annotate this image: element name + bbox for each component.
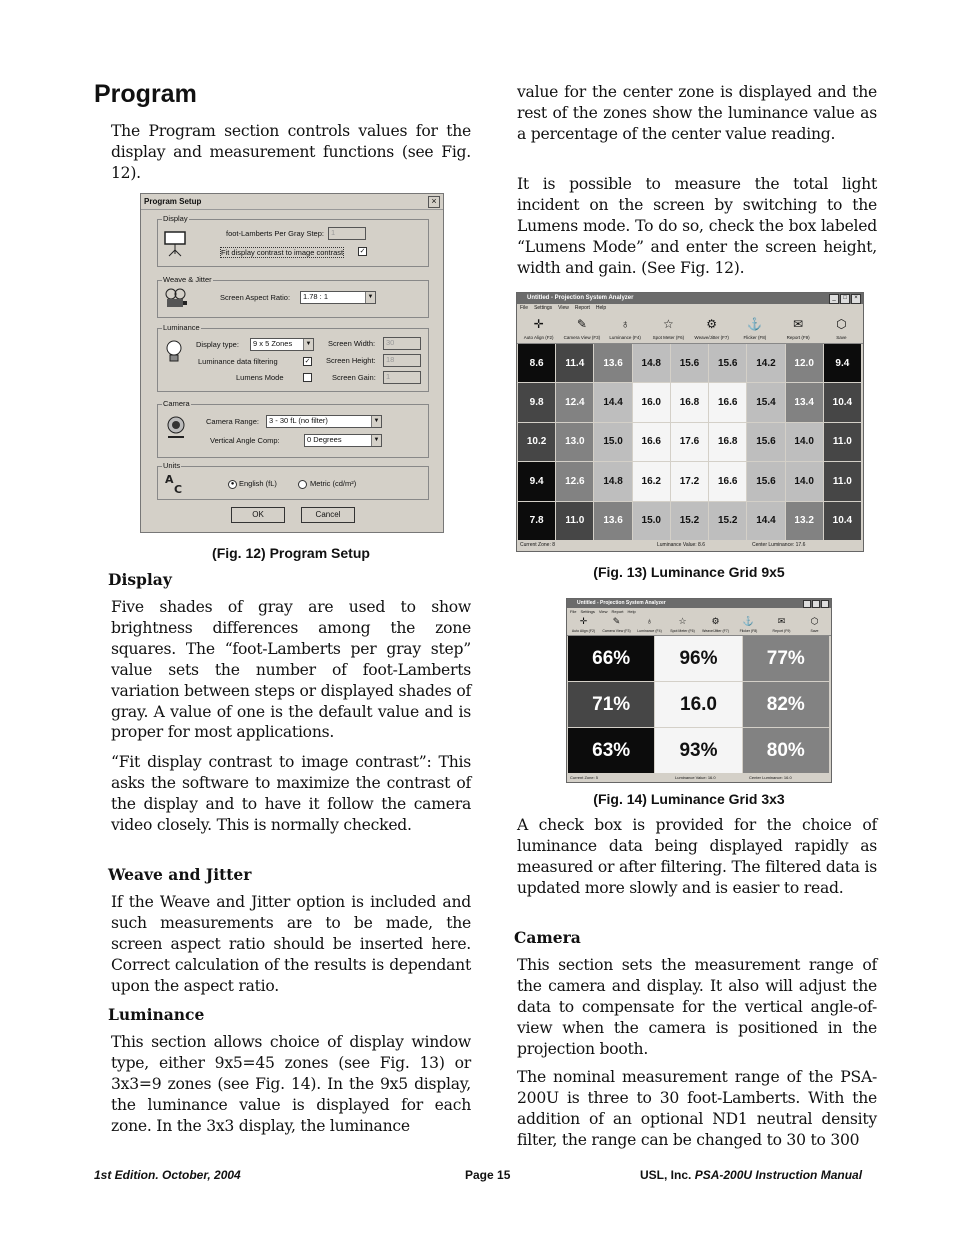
save-icon: ⬡ (836, 317, 847, 331)
spot-meter-icon: ☆ (662, 317, 674, 331)
zone-cell[interactable]: 14.8 (594, 462, 631, 500)
camera-range-value: 3 - 30 fL (no filter) (269, 416, 328, 425)
zone-cell[interactable]: 11.4 (556, 344, 593, 382)
flicker-icon: ⚓ (742, 616, 755, 626)
minimize-icon[interactable]: _ (829, 294, 839, 304)
zone-cell[interactable]: 11.0 (824, 423, 861, 461)
metric-radio[interactable] (298, 480, 307, 489)
toolbar-label: Flicker (F8) (739, 629, 758, 633)
screen-width-label: Screen Width: (328, 339, 376, 348)
zone-cell[interactable]: 77% (743, 636, 829, 681)
toolbar-button-report-f9[interactable] (765, 615, 798, 635)
display-paragraph-2: “Fit display contrast to image contrast”: This asks the software to maximize the contrast of the display and to have it follow the camera video closely. This is normally checked. (111, 753, 471, 834)
report-icon: ✉ (777, 616, 786, 626)
toolbar-label: Luminance (F4) (609, 335, 641, 340)
zone-cell[interactable]: 14.4 (747, 502, 784, 540)
zone-cell[interactable]: 16.8 (709, 423, 746, 461)
zone-cell[interactable]: 16.0 (655, 682, 741, 727)
zone-cell[interactable]: 10.2 (518, 423, 555, 461)
toolbar-button-report-f9[interactable] (777, 315, 820, 343)
status-current-zone: Current Zone: 5 (570, 775, 599, 780)
toolbar-label: Flicker (F8) (743, 335, 767, 340)
menu-settings[interactable]: Settings (580, 609, 595, 614)
footer-company: USL, Inc. (640, 1168, 692, 1182)
camera-group (157, 399, 429, 458)
zone-cell[interactable]: 13.0 (556, 423, 593, 461)
toolbar-label: Save (836, 335, 847, 340)
zone-cell[interactable]: 10.4 (824, 383, 861, 421)
zone-cell[interactable]: 11.0 (556, 502, 593, 540)
zone-cell[interactable]: 16.6 (633, 423, 670, 461)
zone-cell[interactable]: 82% (743, 682, 829, 727)
lum-filter-label: Luminance data filtering (198, 357, 278, 366)
toolbar-button-weave-jitter-f7[interactable] (690, 315, 733, 343)
toolbar-button-save[interactable] (820, 315, 863, 343)
toolbar-button-camera-view-f3[interactable] (560, 315, 603, 343)
zone-cell[interactable]: 9.4 (824, 344, 861, 382)
crosshair-icon: ✛ (533, 317, 544, 331)
zone-cell[interactable]: 63% (568, 728, 654, 773)
film-projector-icon: ⚙ (706, 317, 717, 331)
display-group-label: Display (163, 214, 188, 223)
right-paragraph-5: The nominal measurement range of the PSA-200U is three to 30 foot-Lamberts. With the addition of an optional ND1 neutral density filter, the range can be changed to 30 to 300 (517, 1068, 877, 1149)
toolbar-button-luminance-f4[interactable] (633, 615, 666, 635)
dialog-title: Program Setup (141, 194, 443, 210)
status-bar (567, 775, 831, 781)
units-group-label: Units (163, 461, 181, 470)
zone-cell[interactable]: 15.6 (747, 423, 784, 461)
app-title-bar: Untitled - Projection System Analyzer (517, 293, 863, 304)
weave-paragraph: If the Weave and Jitter option is included and such measurements are to be made, the screen aspect ratio should be inserted here. Correct calculation of the results is dependant upon the aspect ratio. (111, 893, 471, 995)
toolbar-label: Report (F9) (786, 335, 810, 340)
fig14-caption: (Fig. 14) Luminance Grid 3x3 (593, 791, 785, 807)
zone-cell[interactable]: 15.6 (671, 344, 708, 382)
zone-cell[interactable]: 15.2 (709, 502, 746, 540)
zone-cell[interactable]: 17.6 (671, 423, 708, 461)
light-bulb-icon: ♁ (620, 317, 630, 331)
toolbar (517, 315, 863, 344)
english-radio[interactable]: ● (228, 480, 237, 489)
zone-cell[interactable]: 96% (655, 636, 741, 681)
units-icon (164, 471, 188, 495)
film-projector-icon: ⚙ (711, 616, 720, 626)
menu-bar (517, 305, 863, 313)
luminance-grid-9x5-window (516, 292, 864, 552)
zone-cell[interactable]: 13.6 (594, 502, 631, 540)
weave-jitter-group (157, 275, 429, 318)
lumens-mode-label: Lumens Mode (236, 373, 284, 382)
crosshair-icon: ✛ (579, 616, 588, 626)
display-group (157, 214, 429, 267)
zone-cell[interactable]: 15.2 (671, 502, 708, 540)
toolbar-label: Spot Meter (F6) (670, 629, 695, 633)
toolbar-label: Spot Meter (F6) (652, 335, 685, 340)
metric-label: Metric (cd/m²) (310, 479, 357, 488)
toolbar-button-auto-align-f2[interactable] (517, 315, 560, 343)
fit-contrast-label: Fit display contrast to image contrast (221, 248, 344, 257)
zone-cell[interactable]: 16.6 (709, 383, 746, 421)
camera-heading: Camera (514, 928, 581, 947)
zone-cell[interactable]: 15.0 (633, 502, 670, 540)
maximize-icon[interactable] (812, 600, 820, 608)
close-icon[interactable]: × (851, 294, 861, 304)
weave-heading: Weave and Jitter (108, 865, 252, 884)
luminance-heading: Luminance (108, 1005, 205, 1024)
zone-cell[interactable]: 93% (655, 728, 741, 773)
app-title-bar: Untitled - Projection System Analyzer (567, 599, 831, 608)
zone-cell[interactable]: 9.8 (518, 383, 555, 421)
zone-cell[interactable]: 11.0 (824, 462, 861, 500)
maximize-icon[interactable]: □ (840, 294, 850, 304)
toolbar-button-spot-meter-f6[interactable] (666, 615, 699, 635)
menu-file[interactable]: File (520, 305, 529, 311)
zone-cell[interactable]: 8.6 (518, 344, 555, 382)
screen-gain-input[interactable]: 1 (383, 371, 421, 384)
weave-group-label: Weave & Jitter (163, 275, 212, 284)
ok-button[interactable]: OK (231, 507, 285, 523)
aspect-ratio-select[interactable] (300, 291, 376, 304)
toolbar-button-camera-view-f3[interactable] (600, 615, 633, 635)
vertical-angle-value: 0 Degrees (307, 435, 342, 444)
toolbar-label: Auto Align (F2) (523, 335, 554, 340)
status-bar (517, 542, 863, 550)
right-paragraph-4: This section sets the measurement range of the camera and display. It also will adjust the data to compensate for the vertical angle-of-view when the camera is positioned in the projection booth. (517, 956, 877, 1058)
menu-help[interactable]: Help (627, 609, 636, 614)
lumens-mode-checkbox[interactable] (303, 373, 312, 382)
light-bulb-icon: ♁ (646, 616, 653, 626)
zone-cell[interactable]: 14.4 (594, 383, 631, 421)
film-projector-icon (164, 287, 188, 311)
zone-cell[interactable]: 13.6 (594, 344, 631, 382)
zone-cell[interactable]: 12.0 (786, 344, 823, 382)
menu-file[interactable]: File (570, 609, 577, 614)
zone-cell[interactable]: 12.6 (556, 462, 593, 500)
menu-report[interactable]: Report (574, 305, 590, 311)
zone-cell[interactable]: 10.4 (824, 502, 861, 540)
aspect-ratio-value: 1.78 : 1 (303, 292, 329, 301)
menu-report[interactable]: Report (611, 609, 624, 614)
lum-filter-checkbox[interactable]: ✓ (304, 358, 311, 365)
footer-page-number: Page 15 (465, 1168, 511, 1182)
toolbar-button-weave-jitter-f7[interactable] (699, 615, 732, 635)
flicker-icon: ⚓ (747, 317, 763, 331)
minimize-icon[interactable] (803, 600, 811, 608)
zone-cell[interactable]: 80% (743, 728, 829, 773)
toolbar-label: Weave/Jitter (F7) (694, 335, 729, 340)
zone-cell[interactable]: 7.8 (518, 502, 555, 540)
status-center-luminance: Center Luminance: 16.0 (749, 775, 792, 780)
zone-cell[interactable]: 14.0 (786, 462, 823, 500)
chevron-down-icon: ▼ (371, 416, 381, 427)
zone-cell[interactable]: 16.8 (671, 383, 708, 421)
screen-height-input[interactable]: 18 (383, 354, 421, 367)
zone-cell[interactable]: 71% (568, 682, 654, 727)
aspect-ratio-label: Screen Aspect Ratio: (220, 293, 291, 302)
chevron-down-icon: ▼ (371, 435, 381, 446)
zone-cell[interactable]: 66% (568, 636, 654, 681)
camera-range-select[interactable] (266, 415, 382, 428)
menu-help[interactable]: Help (595, 305, 607, 311)
program-setup-dialog (140, 193, 444, 533)
toolbar-button-flicker-f8[interactable] (733, 315, 776, 343)
toolbar-button-auto-align-f2[interactable] (567, 615, 600, 635)
camera-icon: ✎ (576, 317, 587, 331)
status-center-luminance: Center Luminance: 17.6 (752, 542, 806, 548)
toolbar-button-spot-meter-f6[interactable] (647, 315, 690, 343)
menu-view[interactable]: View (558, 305, 569, 311)
camera-range-label: Camera Range: (206, 417, 259, 426)
projector-screen-icon (164, 230, 188, 258)
zone-cell[interactable]: 16.6 (709, 462, 746, 500)
screen-height-label: Screen Height: (326, 356, 376, 365)
screen-gain-label: Screen Gain: (332, 373, 376, 382)
display-type-select[interactable] (250, 338, 314, 351)
right-paragraph-2: It is possible to measure the total light incident on the screen by switching to the Lumens mode. To do so, check the box labeled “Lumens Mode” and enter the screen height, width and gain. (See Fig. 12). (517, 175, 877, 277)
zone-cell[interactable]: 14.0 (786, 423, 823, 461)
status-luminance-value: Luminance Value: 16.0 (675, 775, 716, 780)
toolbar-button-luminance-f4[interactable] (604, 315, 647, 343)
grid-9x5 (518, 344, 862, 541)
zone-cell[interactable]: 15.4 (747, 383, 784, 421)
window-controls (829, 294, 861, 304)
display-type-value: 9 x 5 Zones (253, 339, 293, 348)
camera-icon: ✎ (612, 616, 621, 626)
vertical-angle-label: Vertical Angle Comp: (210, 436, 280, 445)
camera-icon (164, 415, 188, 441)
svg-text:C: C (174, 483, 183, 495)
status-luminance-value: Luminance Value: 8.6 (657, 542, 705, 548)
luminance-group (157, 323, 429, 392)
fit-contrast-checkbox[interactable]: ✓ (359, 248, 366, 255)
chevron-down-icon: ▼ (365, 292, 375, 303)
fig13-caption: (Fig. 13) Luminance Grid 9x5 (593, 564, 785, 580)
menu-view[interactable]: View (598, 609, 608, 614)
status-current-zone: Current Zone: 8 (520, 542, 556, 548)
display-heading: Display (108, 570, 172, 589)
footer-edition: 1st Edition. October, 2004 (94, 1168, 241, 1182)
fl-per-step-label: foot-Lamberts Per Gray Step: (226, 229, 324, 238)
footer-manual: PSA-200U Instruction Manual (694, 1168, 863, 1182)
right-paragraph-1: value for the center zone is displayed and the rest of the zones show the luminance value as a percentage of the center value reading. (517, 83, 877, 143)
toolbar-label: Weave/Jitter (F7) (702, 629, 729, 633)
close-icon[interactable]: × (428, 196, 440, 208)
toolbar-label: Camera View (F3) (602, 629, 631, 633)
grid-3x3 (568, 636, 830, 774)
zone-cell[interactable]: 15.6 (709, 344, 746, 382)
toolbar-button-flicker-f8[interactable] (732, 615, 765, 635)
display-type-label: Display type: (196, 340, 239, 349)
zone-cell[interactable]: 13.4 (786, 383, 823, 421)
menu-settings[interactable]: Settings (534, 305, 553, 311)
english-label: English (fL) (239, 479, 277, 488)
zone-cell[interactable]: 16.2 (633, 462, 670, 500)
toolbar-label: Report (F9) (772, 629, 791, 633)
toolbar-label: Camera View (F3) (563, 335, 601, 340)
report-icon: ✉ (793, 317, 804, 331)
luminance-group-label: Luminance (163, 323, 200, 332)
camera-group-label: Camera (163, 399, 190, 408)
page-title: Program (94, 80, 197, 108)
right-paragraph-3: A check box is provided for the choice of luminance data being displayed rapidly as measured or after filtering. The filtered data is updated more slowly and is easier to read. (517, 816, 877, 897)
cancel-button[interactable]: Cancel (301, 507, 355, 523)
close-icon[interactable] (821, 600, 829, 608)
svg-text:A: A (165, 473, 174, 486)
zone-cell[interactable]: 15.6 (747, 462, 784, 500)
footer-manual-title (640, 1168, 862, 1182)
toolbar-label: Save (810, 629, 819, 633)
spot-meter-icon: ☆ (678, 616, 687, 626)
display-paragraph-1: Five shades of gray are used to show brightness differences among the zone squares. The “foot-Lamberts per gray step” value sets the number of foot-Lamberts variation between steps or displayed shades of gray. A value of one is the default value and is proper for most applications. (111, 598, 471, 742)
fl-per-step-input[interactable]: 1 (328, 227, 366, 240)
zone-cell[interactable]: 17.2 (671, 462, 708, 500)
chevron-down-icon: ▼ (303, 339, 313, 350)
luminance-paragraph: This section allows choice of display window type, either 9x5=45 zones (see Fig. 13) or 3x3=9 zones (see Fig. 14). In the 9x5 display, the luminance value is displayed for each zone. In the 3x3 display, the luminance (111, 1033, 471, 1135)
toolbar (567, 615, 831, 636)
light-bulb-icon (164, 339, 184, 365)
screen-width-input[interactable]: 30 (383, 337, 421, 350)
luminance-grid-3x3-window (566, 598, 832, 783)
vertical-angle-select[interactable] (304, 434, 382, 447)
zone-cell[interactable]: 16.0 (633, 383, 670, 421)
toolbar-button-save[interactable] (798, 615, 831, 635)
zone-cell[interactable]: 13.2 (786, 502, 823, 540)
units-group (157, 461, 429, 500)
save-icon: ⬡ (810, 616, 819, 626)
zone-cell[interactable]: 15.0 (594, 423, 631, 461)
toolbar-label: Auto Align (F2) (571, 629, 596, 633)
fig12-caption: (Fig. 12) Program Setup (212, 545, 370, 561)
toolbar-label: Luminance (F4) (637, 629, 662, 633)
zone-cell[interactable]: 14.2 (747, 344, 784, 382)
window-controls (803, 600, 829, 608)
zone-cell[interactable]: 9.4 (518, 462, 555, 500)
zone-cell[interactable]: 14.8 (633, 344, 670, 382)
intro-paragraph: The Program section controls values for the display and measurement functions (see Fig. 12). (111, 122, 471, 182)
zone-cell[interactable]: 12.4 (556, 383, 593, 421)
